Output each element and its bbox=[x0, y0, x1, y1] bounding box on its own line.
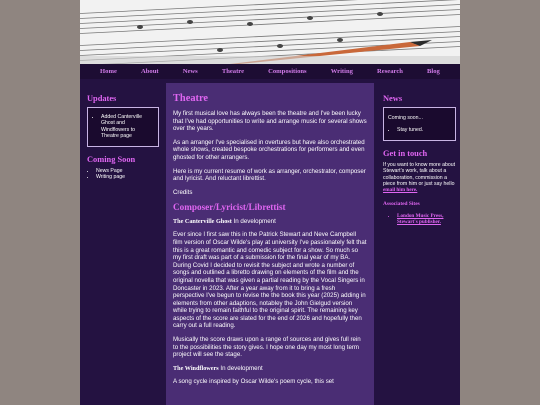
nav-writing[interactable]: Writing bbox=[330, 68, 353, 75]
work-description: Ever since I first saw this in the Patrick Stewart and Neve Campbell film version of Oscar Wilde's play at university I've passionately felt that this is a great romantic and comedic subject for a show. So much so my first draft was part of a submission for the final year of my BA. During Covid I decided to revisit the subject and wrote a number of songs and outlined a libretto drawing on elements of the film and the original novella that was given a partial reading by the Vocal Singers in Doncaster in 2023. After a year away from it to bring a fresh perspective I've begun to revise the the book this year (2025) adding in elements from other adaptions, notabley the John Gielgud version while trying to remain faithful to the original spirit. The remaining key aspects of the score are slated for the end of 2026 and hopefully then carry out a full reading. bbox=[173, 231, 367, 330]
content-wrapper bbox=[80, 79, 460, 405]
section-heading: Composer/Lyricist/Librettist bbox=[173, 202, 286, 213]
work-description: A song cycle inspired by Oscar Wilde's poem cycle, this set bbox=[173, 377, 334, 385]
work-heading bbox=[173, 365, 367, 372]
nav-compositions[interactable]: Compositions bbox=[268, 68, 307, 75]
coming-soon-item: • Writing page bbox=[96, 174, 159, 180]
news-heading: News bbox=[383, 94, 403, 103]
coming-soon-list bbox=[87, 168, 159, 181]
updates-item: • Added Canterville Ghost and Windflowers to Theatre page bbox=[101, 114, 154, 140]
updates-heading: Updates bbox=[87, 94, 117, 103]
nav-home[interactable]: Home bbox=[100, 68, 117, 75]
main-content bbox=[166, 83, 374, 405]
header-banner-image bbox=[80, 0, 460, 64]
updates-box bbox=[87, 107, 159, 147]
associated-sites-heading: Associated Sites bbox=[383, 200, 420, 207]
news-item: Coming soon... bbox=[388, 115, 423, 121]
coming-soon-item: • News Page bbox=[96, 168, 159, 174]
main-nav bbox=[80, 64, 460, 79]
work-status: In development bbox=[218, 364, 263, 372]
work-title: The Canterville Ghost bbox=[173, 218, 232, 226]
email-link[interactable]: email him here. bbox=[383, 187, 418, 194]
work-title: The Windflowers bbox=[173, 364, 219, 372]
news-item: • Stay tuned. bbox=[397, 127, 451, 133]
contact-heading: Get in touch bbox=[383, 148, 428, 158]
contact-text bbox=[383, 162, 456, 194]
work-description: Musically the score draws upon a range of sources and gives full rein to the possibilities the story gives. I hope one day my most long term project will see the stage. bbox=[173, 336, 361, 359]
coming-soon-heading: Coming Soon bbox=[87, 154, 136, 164]
work-status: In development bbox=[231, 218, 276, 226]
nav-theatre[interactable]: Theatre bbox=[221, 68, 245, 75]
left-sidebar bbox=[80, 79, 165, 405]
credits-link[interactable]: Credits bbox=[173, 188, 193, 196]
right-sidebar bbox=[378, 79, 460, 405]
resume-paragraph: Here is my current resume of work as arranger, orchestrator, composer and lyricist. And reluctant librettist. bbox=[173, 167, 366, 183]
nav-research[interactable]: Research bbox=[377, 68, 403, 75]
nav-news[interactable]: News bbox=[182, 68, 198, 75]
arranger-paragraph: As an arranger I've specialised in overtures but have also orchestrated whole shows, created bespoke orchestrations for performers and even ghosted for other arrangers. bbox=[173, 138, 365, 161]
intro-paragraph: My first musical love has always been the theatre and I've been lucky that I've had opportunities to write and arrange music for several shows over the years. bbox=[173, 110, 367, 133]
work-heading bbox=[173, 218, 367, 225]
nav-blog[interactable]: Blog bbox=[427, 68, 440, 75]
page-title: Theatre bbox=[173, 93, 209, 104]
contact-body: If you want to know more about Stewart's work, talk about a collaboration, commission a piece from him or just say hello bbox=[383, 161, 456, 188]
news-box bbox=[383, 107, 456, 141]
associated-sites-list bbox=[383, 213, 456, 226]
associated-site-item bbox=[397, 213, 456, 226]
associated-site-link[interactable]: London Music Press, Stewart's publisher. bbox=[397, 212, 444, 226]
nav-about[interactable]: About bbox=[141, 68, 159, 75]
